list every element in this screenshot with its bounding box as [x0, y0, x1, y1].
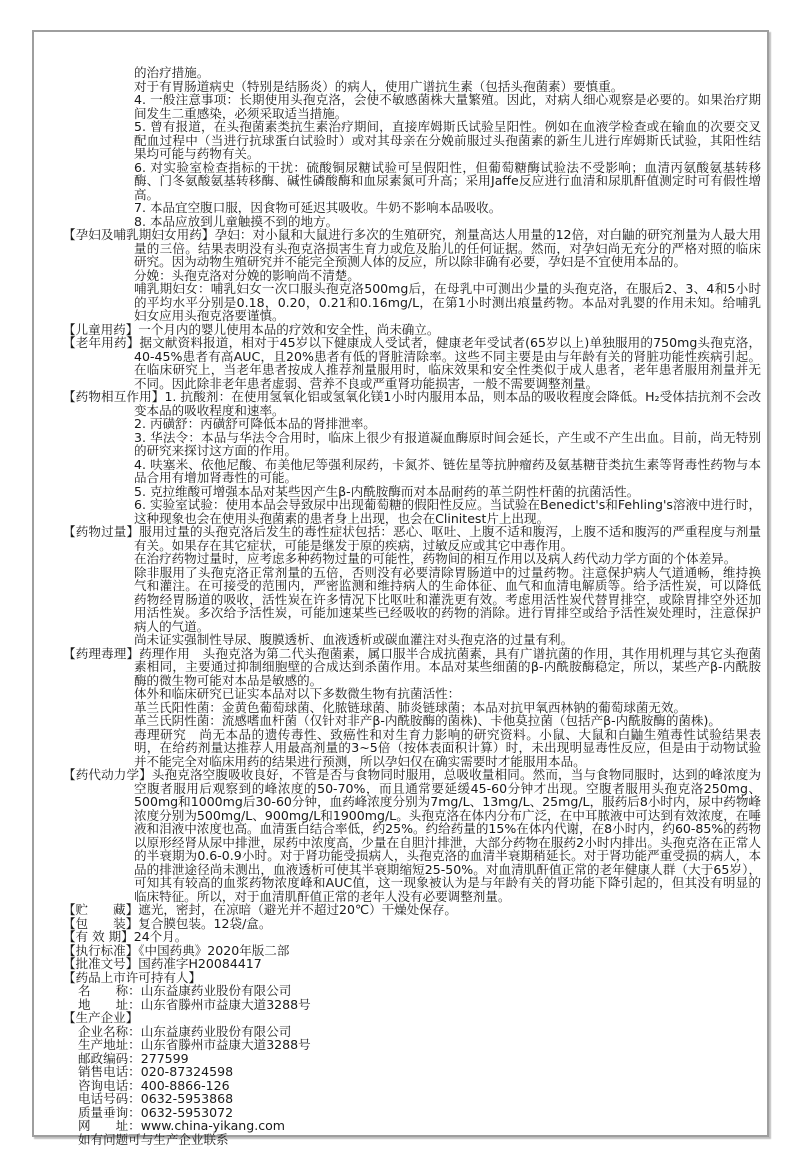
manufacturer-address-line: 生产地址：山东省滕州市益康大道3288号 [78, 1037, 311, 1052]
paragraph: 【孕妇及哺乳期妇女用药】孕妇：对小鼠和大鼠进行多次的生殖研究，剂量高达人用量的12倍，对白鼬的研究剂量为人最大用量的三倍。结果表明没有头孢克洛损害生育力或危及胎儿的任何证据。然而，对孕妇尚无充分的严格对照的临床研究。因为动物生殖研究并不能完全预测人体的反应，所以除非确有必要，孕妇是不宜使用本品的。 [63, 227, 761, 269]
section-validity-period [63, 929, 761, 944]
paragraph: 毒理研究 尚无本品的遗传毒性、致癌性和对生育力影响的研究资料。小鼠、大鼠和白鼬生殖毒性试验结果表明，在给药剂量达推荐人用最高剂量的3~5倍（按体表面积计算）时，未出现明显毒性反应，但是由于动物试验并不能完全对临床用药的结果进行预测，所以孕妇仅在确实需要时才能服用本品。 [134, 726, 761, 769]
paragraph: 6. 对实验室检查指标的干扰：硫酸铜尿糖试验可呈假阳性，但葡萄糖酶试验法不受影响；血清丙氨酸氨基转移酶、门冬氨酸氨基转移酶、碱性磷酸酶和血尿素氮可升高；采用Jaffe反应进行血清和尿肌酐值测定时可有假性增高。 [134, 159, 761, 202]
paragraph: 对于有胃肠道病史（特别是结肠炎）的病人，使用广谱抗生素（包括头孢菌素）要慎重。 [134, 78, 624, 94]
section-label: 【药品上市许可持有人】 [63, 969, 202, 985]
paragraph: 体外和临床研究已证实本品对以下多数微生物有抗菌活性： [134, 686, 461, 701]
manufacturer-quality-phone-line: 质量垂询：0632-5953072 [78, 1104, 234, 1120]
section-drug-interactions [63, 389, 761, 526]
leaflet-text [63, 66, 761, 1146]
paragraph: 哺乳期妇女：哺乳妇女一次口服头孢克洛500mg后，在母乳中可测出少量的头孢克洛，在服后2、3、4和5小时的平均水平分别是0.18，0.20，0.21和0.16mg/L，在第1小时测出痕量药物。本品对乳婴的作用未知。给哺乳妇女应用头孢克洛要谨慎。 [134, 281, 761, 323]
manufacturer-inquiry-phone-line: 咨询电话：400-8866-126 [78, 1077, 230, 1093]
paragraph: 6. 实验室试验：使用本品会导致尿中出现葡萄糖的假阳性反应。当试验在Benedict's和Fehling's溶液中进行时，这种现象也会在使用头孢菌素的患者身上出现，也会在Clinitest片上出现。 [134, 497, 761, 526]
paragraph: 【药物相互作用】1. 抗酸剂：在使用氢氧化铝或氢氧化镁1小时内服用本品，则本品的吸收程度会降低。H₂受体拮抗剂不会改变本品的吸收程度和速率。 [63, 389, 761, 418]
paragraph: 2. 丙磺舒：丙磺舒可降低本品的肾排泄率。 [134, 416, 376, 431]
section-label: 【生产企业】 [63, 1010, 139, 1025]
section-label: 【药物过量】 [63, 524, 140, 539]
section-manufacturer [63, 1011, 761, 1146]
section-label: 【贮 藏】 [63, 902, 139, 917]
section-packaging [63, 915, 761, 931]
mah-address-line: 地 址：山东省滕州市益康大道3288号 [78, 996, 311, 1012]
section-pharmacokinetics [63, 767, 761, 904]
paragraph: 3. 华法令：本品与华法令合用时，临床上很少有报道凝血酶原时间会延长，产生或不产生出血。目前，尚无特别的研究来探讨这方面的作用。 [134, 429, 761, 458]
section-overdose [63, 524, 762, 647]
manufacturer-company-line: 企业名称：山东益康药业股份有限公司 [78, 1023, 292, 1039]
section-label: 【批准文号】 [63, 956, 139, 971]
paragraph: 【执行标准】《中国药典》2020年版二部 [63, 942, 290, 958]
section-label: 【执行标准】 [63, 942, 139, 958]
section-label: 【老年用药】 [63, 335, 140, 350]
section-geriatric-use [63, 335, 762, 391]
paragraph: 革兰氏阳性菌：金黄色葡萄球菌、化脓链球菌、肺炎链球菌；本品对抗甲氧西林钠的葡萄球菌无效。 [134, 699, 687, 715]
paragraph: 的治疗措施。 [134, 65, 210, 80]
manufacturer-phone-line: 电话号码：0632-5953868 [78, 1091, 234, 1106]
paragraph: 分娩：头孢克洛对分娩的影响尚不清楚。 [134, 267, 360, 283]
manufacturer-contact-note: 如有问题可与生产企业联系 [78, 1131, 229, 1147]
paragraph: 【药理毒理】药理作用 头孢克洛为第二代头孢菌素，属口服半合成抗菌素，具有广谱抗菌的作用，其作用机理与其它头孢菌素相同，主要通过抑制细胞壁的合成达到杀菌作用。本品对某些细菌的β-内酰胺酶稳定，所以，某些产β-内酰胺酶的微生物可能对本品是敏感的。 [63, 645, 762, 688]
paragraph: 革兰氏阴性菌：流感嗜血杆菌（仅针对非产β-内酰胺酶的菌株)、卡他莫拉菌（包括产β-内酰胺酶的菌株)。 [134, 713, 721, 728]
section-pediatric-use [63, 321, 761, 337]
paragraph: 【包 装】复合膜包装。12袋/盒。 [63, 915, 272, 931]
section-approval-number [63, 956, 761, 971]
section-label: 【药物相互作用】 [63, 389, 165, 404]
paragraph: 4. 呋塞米、依他尼酸、布美他尼等强利尿药，卡氮芥、链佐星等抗肿瘤药及氨基糖苷类抗生素等肾毒性药物与本品合用有增加肾毒性的可能。 [134, 456, 761, 485]
manufacturer-sales-phone-line: 销售电话：020-87324598 [78, 1064, 234, 1079]
section-label: 【药代动力学】 [63, 767, 152, 782]
paragraph: 5. 曾有报道，在头孢菌素类抗生素治疗期间，直接库姆斯氏试验呈阳性。例如在血液学检查或在输血的次要交叉配血过程中（当进行抗球蛋白试验时）或对其母亲在分娩前服过头孢菌素的新生儿进行库姆斯氏试验，其阳性结果均可能与药物有关。 [134, 119, 761, 161]
paragraph: 4. 一般注意事项：长期使用头孢克洛，会使不敏感菌株大量繁殖。因此，对病人细心观察是必要的。如果治疗期间发生二重感染，必须采取适当措施。 [134, 92, 761, 121]
section-pharmacology-toxicology [63, 645, 762, 769]
paragraph: 【老年用药】据文献资料报道，相对于45岁以下健康成人受试者，健康老年受试者(65岁以上)单独服用的750mg头孢克洛，40-45%患者有高AUC，且20%患者有低的肾脏清除率。这些不同主要是由与年龄有关的肾脏功能性疾病引起。在临床研究上，当老年患者按成人推荐剂量服用时，临床效果和安全性类似于成人患者，老年患者服用剂量并无不同。因此除非老年患者虚弱、营养不良或严重肾功能损害，一般不需要调整剂量。 [63, 335, 762, 391]
paragraph: 8. 本品应放到儿童触摸不到的地方。 [134, 213, 339, 229]
section-label: 【儿童用药】 [63, 321, 139, 337]
section-storage [63, 902, 761, 917]
paragraph: 7. 本品宜空腹口服，因食物可延迟其吸收。牛奶不影响本品吸收。 [134, 200, 502, 215]
section-pregnancy-lactation [63, 227, 761, 323]
paragraph: 在治疗药物过量时，应考虑多种药物过量的可能性，药物间的相互作用以及病人药代动力学方面的个体差异。 [134, 551, 737, 566]
section-marketing-authorization-holder [63, 971, 761, 1012]
section-label: 【药理毒理】 [63, 645, 140, 661]
section-executive-standard [63, 942, 761, 958]
paragraph: 【药代动力学】头孢克洛空腹吸收良好，不管是否与食物同时服用，总吸收量相同。然而，当与食物同服时，达到的峰浓度为空腹者服用后观察到的峰浓度的50-70%，而且通常要延缓45-60分钟才出现。空腹者服用头孢克洛250mg、500mg和1000mg后30-60分钟，血药峰浓度分别为7mg/L、13mg/L、25mg/L，服药后8小时内，尿中药物峰浓度分别为500mg/L、900mg/L和1900mg/L。头孢克洛在体内分布广泛，在中耳脓液中可达到有效浓度，在唾液和泪液中浓度也高。血清蛋白结合率低，约25%。约给药量的15%在体内代谢，在8小时内，约60-85%的药物以原形经肾从尿中排泄，尿药中浓度高，少量在自胆汁排泄，大部分药物在服药2小时内排出。头孢克洛在正常人的半衰期为0.6-0.9小时。对于肾功能受损病人，头孢克洛的血清半衰期稍延长。对于肾功能严重受损的病人，本品的排泄途径尚未测出，血液透析可使其半衰期缩短25-50%。对血清肌酐值正常的老年健康人群（大于65岁），可知其有较高的血浆药物浓度峰和AUC值，这一现象被认为是与年龄有关的肾功能下降引起的，但其没有明显的临床特征。所以，对于血清肌酐值正常的老年人没有必要调整剂量。 [63, 767, 761, 904]
paragraph: 【药物过量】服用过量的头孢克洛后发生的毒性症状包括：恶心、呕吐、上腹不适和腹泻，上腹不适和腹泻的严重程度与剂量有关。如果存在其它症状，可能是继发于原的疾病，过敏反应或其它中毒作用。 [63, 524, 762, 553]
paragraph: 除非服用了头孢克洛正常剂量的五倍，否则没有必要清除胃肠道中的过量药物。注意保护病人气道通畅，维持换气和灌注。在可接受的范围内，严密监测和维持病人的生命体征、血气和血清电解质等。给予活性炭，可以降低药物经胃肠道的吸收，活性炭在许多情况下比呕吐和灌洗更有效。考虑用活性炭代替胃排空，或除胃排空外还加用活性炭。多次给予活性炭，可能加速某些已经吸收的药物的消除。进行胃排空或给予活性炭处理时，注意保护病人的气道。 [134, 564, 761, 634]
manufacturer-website-line: 网 址：www.china-yikang.com [78, 1118, 285, 1133]
paragraph: 【儿童用药】一个月内的婴儿使用本品的疗效和安全性，尚未确立。 [63, 321, 440, 337]
paragraph: 【贮 藏】遮光，密封，在凉暗（避光并不超过20℃）干燥处保存。 [63, 902, 457, 917]
paragraph: 【批准文号】国药准字H20084417 [63, 956, 262, 971]
leaflet-page [32, 30, 769, 1147]
paragraph: 尚未证实强制性导尿、腹膜透析、血液透析或碳血灌注对头孢克洛的过量有利。 [134, 632, 574, 647]
section-label: 【包 装】 [63, 915, 139, 931]
paragraph: 【有 效 期】24个月。 [63, 929, 188, 944]
manufacturer-postcode-line: 邮政编码：277599 [78, 1050, 189, 1066]
paragraph: 5. 克拉维酸可增强本品对某些因产生β-内酰胺酶而对本品耐药的革兰阴性杆菌的抗菌活性。 [134, 483, 640, 499]
section-precautions-continued [134, 66, 761, 228]
section-label: 【孕妇及哺乳期妇女用药】 [63, 227, 215, 242]
mah-name-line: 名 称：山东益康药业股份有限公司 [78, 983, 292, 998]
section-label: 【有 效 期】 [63, 929, 134, 944]
